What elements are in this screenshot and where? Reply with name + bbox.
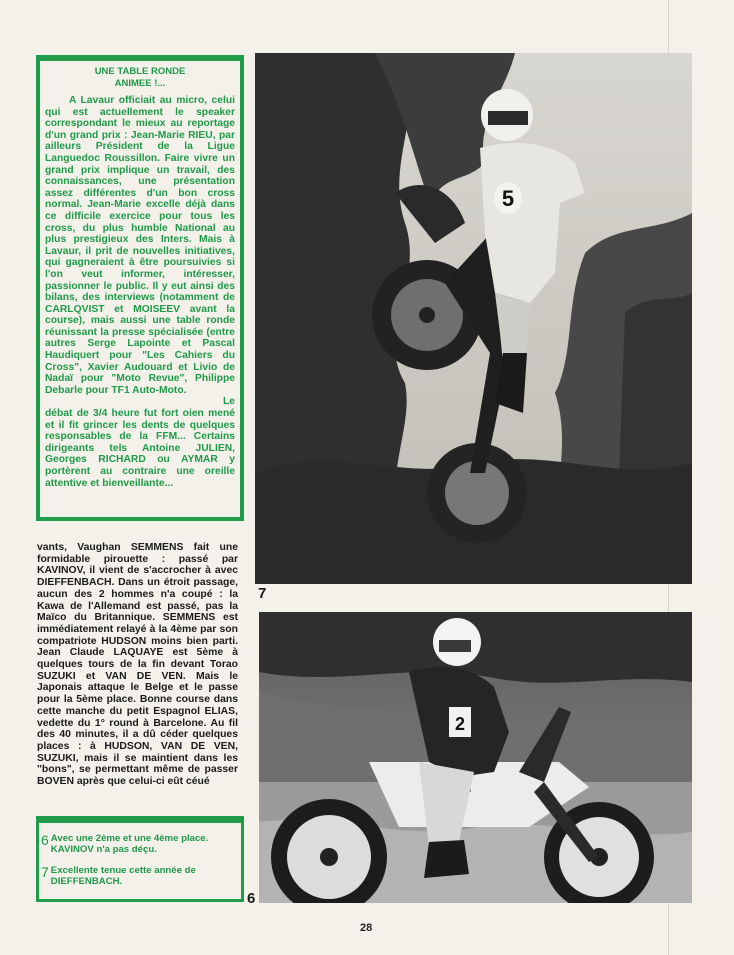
photo-corner-rider-number: 2 — [454, 714, 466, 734]
sidebar-paragraph-2 — [45, 396, 235, 489]
sidebar-box — [36, 55, 244, 521]
caption-6-number: 6 — [41, 832, 49, 848]
caption-7-number: 7 — [41, 864, 49, 880]
page-number: 28 — [360, 922, 373, 934]
photo-corner-label: 6 — [247, 890, 256, 907]
sidebar-inner — [40, 61, 240, 517]
caption-6-text: Avec une 2ème et une 4ème place. KAVINOV n'a pas déçu. — [50, 833, 209, 855]
caption-7 — [41, 865, 235, 887]
sidebar-title: UNE TABLE RONDE ANIMEE !... — [94, 66, 186, 89]
photo-corner — [259, 612, 692, 903]
caption-box — [36, 816, 244, 902]
caption-6 — [41, 833, 235, 855]
photo-corner-image — [259, 612, 692, 903]
caption-inner — [39, 823, 241, 899]
sidebar-text — [45, 95, 235, 489]
photo-jump-label: 7 — [258, 585, 267, 602]
sidebar-paragraph-2-body: débat de 3/4 heure fut fort oien mené et il fit grincer les dents de quelques responsables de la FFM... Certains dirigeants tels Antoine JULIEN, Georges RICHARD ou AYMAR y portèrent au contraire une oreille attentive et bienveillante... — [45, 408, 235, 489]
sidebar-paragraph-2-lead: Le — [222, 396, 235, 408]
photo-jump-rider-number: 5 — [501, 186, 515, 211]
photo-jump-image — [255, 53, 692, 584]
sidebar-paragraph-1: A Lavaur officiait au micro, celui qui est actuellement le speaker correspondant le mieux au reportage d'un grand prix : Jean-Marie RIEU, par ailleurs Président de la Ligue Languedoc Roussillon. Faire vivre un grand prix implique un travail, des connaissances, une présentation assez différentes d'un bon cross normal. Jean-Marie excelle déjà dans ce difficile exercice pour tous les cross, du plus humble National au plus prestigieux des Inters. Mais à Lavaur, il prit de nouvelles initiatives, qui gagneraient à être poursuivies si l'on veut informer, intéresser, passionner le public. Il y eut ainsi des bilans, des interviews (notamment de CARLQVIST et MOISEEV avant la course), mais aussi une table ronde réunissant la presse spécialisée (entre autres Serge Lapointe et Pascal Haudiquert pour "Les Cahiers du Cross", Xavier Audouard et Livio de Nadaï pour "Moto Revue", Philippe Debarle pour TF1 Auto-Moto. — [45, 95, 235, 396]
photo-jump — [255, 53, 692, 584]
caption-7-text: Excellente tenue cette année de DIEFFENBACH. — [50, 865, 196, 887]
article-text: vants, Vaughan SEMMENS fait une formidable pirouette : passé par KAVINOV, il vient de s'accrocher à avec DIEFFENBACH. Dans un étroit passage, aucun des 2 hommes n'a coupé : la Kawa de l'Allemand est passé, pas la Maïco du Britannique. SEMMENS est immédiatement relayé à la 4ème par son compatriote HUDSON moins bien parti. Jean Claude LAQUAYE est 5ème à quelques tours de la fin devant Torao SUZUKI et VAN DE VEN. Mais le Japonais attaque le Belge et le passe pour la 5ème place. Bonne course dans cette manche du petit Espagnol ELIAS, vedette du 1° round à Barcelone. Au fil des 40 minutes, il a dû céder quelques places : à HUDSON, VAN DE VEN, SUZUKI, mais il se maintient dans les "bons", se permettant même de passer BOVEN après que celui-ci eût céué — [37, 542, 238, 788]
